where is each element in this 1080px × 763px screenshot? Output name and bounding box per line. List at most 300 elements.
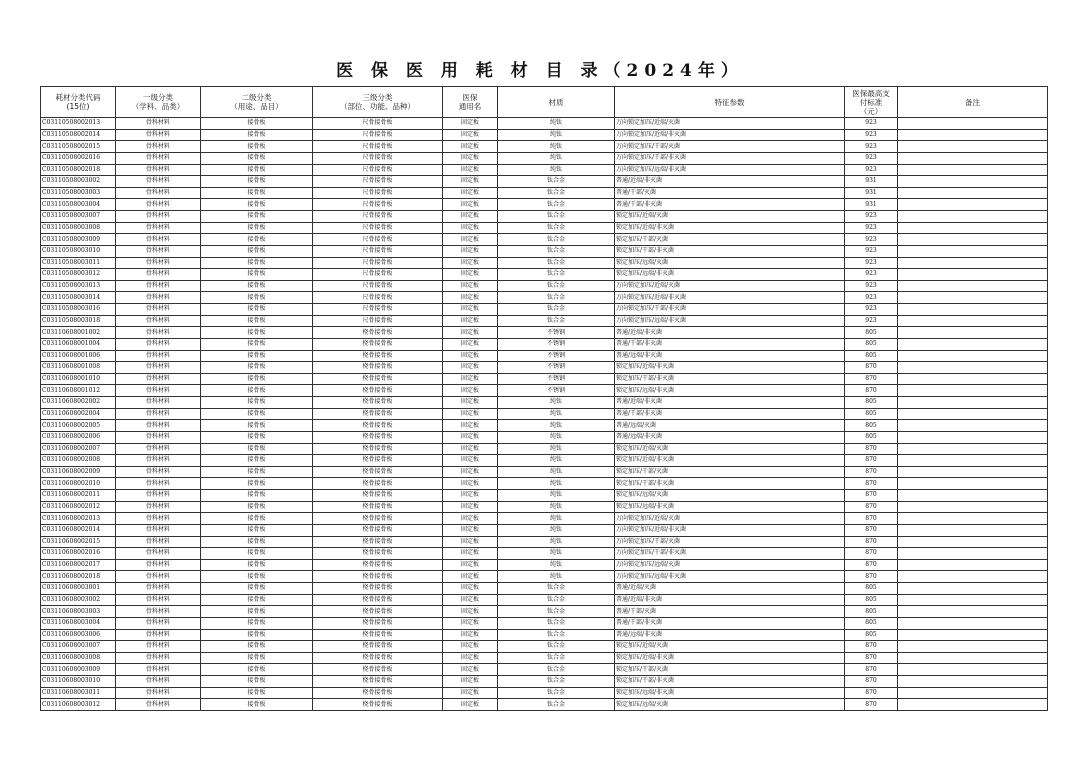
cell-code: C03110508003018	[41, 315, 116, 327]
cell-features: 万向锁定加压/近端/灭菌	[615, 280, 845, 292]
cell-level1: 骨科材料	[116, 385, 201, 397]
cell-remark	[898, 245, 1048, 257]
cell-remark	[898, 338, 1048, 350]
cell-remark	[898, 443, 1048, 455]
cell-generic-name: 固定板	[443, 466, 498, 478]
cell-material: 钛合金	[498, 176, 615, 188]
cell-code: C03110508003008	[41, 222, 116, 234]
cell-level3: 桡骨接骨板	[313, 443, 443, 455]
cell-remark	[898, 466, 1048, 478]
cell-generic-name: 固定板	[443, 629, 498, 641]
cell-remark	[898, 431, 1048, 443]
cell-material: 纯钛	[498, 431, 615, 443]
cell-material: 纯钛	[498, 397, 615, 409]
cell-generic-name: 固定板	[443, 199, 498, 211]
cell-remark	[898, 397, 1048, 409]
cell-remark	[898, 327, 1048, 339]
cell-level1: 骨科材料	[116, 524, 201, 536]
cell-max-price: 923	[845, 164, 898, 176]
cell-features: 普通/远端/灭菌	[615, 420, 845, 432]
cell-level1: 骨科材料	[116, 222, 201, 234]
cell-generic-name: 固定板	[443, 420, 498, 432]
table-row	[41, 152, 1048, 164]
cell-level1: 骨科材料	[116, 257, 201, 269]
cell-level2: 接骨板	[201, 664, 313, 676]
cell-features: 万向锁定加压/干部/非灭菌	[615, 152, 845, 164]
cell-generic-name: 固定板	[443, 652, 498, 664]
cell-generic-name: 固定板	[443, 211, 498, 223]
cell-material: 钛合金	[498, 199, 615, 211]
cell-features: 锁定加压/近端/非灭菌	[615, 652, 845, 664]
cell-level3: 桡骨接骨板	[313, 571, 443, 583]
table-row	[41, 257, 1048, 269]
cell-generic-name: 固定板	[443, 176, 498, 188]
cell-level3: 桡骨接骨板	[313, 455, 443, 467]
cell-level1: 骨科材料	[116, 280, 201, 292]
cell-features: 锁定加压/远端/灭菌	[615, 699, 845, 711]
table-row	[41, 594, 1048, 606]
cell-level3: 桡骨接骨板	[313, 431, 443, 443]
cell-max-price: 923	[845, 129, 898, 141]
cell-generic-name: 固定板	[443, 257, 498, 269]
cell-remark	[898, 199, 1048, 211]
cell-max-price: 805	[845, 629, 898, 641]
header-level2: 二级分类 （用途、品目）	[201, 87, 313, 118]
cell-material: 不锈钢	[498, 350, 615, 362]
cell-features: 普通/干部/非灭菌	[615, 408, 845, 420]
cell-code: C03110608002007	[41, 443, 116, 455]
cell-level1: 骨科材料	[116, 431, 201, 443]
table-row	[41, 455, 1048, 467]
cell-level2: 接骨板	[201, 141, 313, 153]
cell-level2: 接骨板	[201, 617, 313, 629]
cell-level3: 桡骨接骨板	[313, 536, 443, 548]
cell-level3: 桡骨接骨板	[313, 466, 443, 478]
cell-level3: 桡骨接骨板	[313, 501, 443, 513]
cell-material: 纯钛	[498, 524, 615, 536]
cell-max-price: 870	[845, 373, 898, 385]
cell-max-price: 870	[845, 641, 898, 653]
cell-remark	[898, 257, 1048, 269]
header-row	[41, 87, 1048, 118]
cell-level1: 骨科材料	[116, 478, 201, 490]
table-row	[41, 315, 1048, 327]
cell-level2: 接骨板	[201, 466, 313, 478]
cell-level1: 骨科材料	[116, 548, 201, 560]
cell-material: 钛合金	[498, 269, 615, 281]
cell-level1: 骨科材料	[116, 187, 201, 199]
cell-level2: 接骨板	[201, 199, 313, 211]
cell-features: 万向锁定加压/远端/非灭菌	[615, 315, 845, 327]
cell-level3: 桡骨接骨板	[313, 490, 443, 502]
table-row	[41, 129, 1048, 141]
cell-generic-name: 固定板	[443, 548, 498, 560]
cell-code: C03110608002015	[41, 536, 116, 548]
cell-remark	[898, 211, 1048, 223]
cell-level1: 骨科材料	[116, 292, 201, 304]
cell-level1: 骨科材料	[116, 559, 201, 571]
cell-generic-name: 固定板	[443, 373, 498, 385]
header-level3: 三级分类 （部位、功能、品种）	[313, 87, 443, 118]
cell-code: C03110608001006	[41, 350, 116, 362]
cell-code: C03110608001012	[41, 385, 116, 397]
cell-features: 普通/干部/灭菌	[615, 606, 845, 618]
cell-generic-name: 固定板	[443, 594, 498, 606]
cell-level2: 接骨板	[201, 338, 313, 350]
cell-max-price: 805	[845, 431, 898, 443]
cell-material: 纯钛	[498, 164, 615, 176]
cell-level3: 尺骨接骨板	[313, 118, 443, 130]
cell-features: 锁定加压/近端/非灭菌	[615, 222, 845, 234]
cell-features: 锁定加压/近端/灭菌	[615, 641, 845, 653]
cell-level3: 桡骨接骨板	[313, 617, 443, 629]
cell-level1: 骨科材料	[116, 211, 201, 223]
cell-max-price: 870	[845, 687, 898, 699]
cell-level2: 接骨板	[201, 490, 313, 502]
cell-level2: 接骨板	[201, 257, 313, 269]
cell-features: 锁定加压/近端/非灭菌	[615, 455, 845, 467]
cell-code: C03110508002016	[41, 152, 116, 164]
cell-features: 普通/近端/非灭菌	[615, 594, 845, 606]
cell-level1: 骨科材料	[116, 397, 201, 409]
cell-generic-name: 固定板	[443, 222, 498, 234]
cell-material: 纯钛	[498, 141, 615, 153]
cell-max-price: 870	[845, 385, 898, 397]
cell-level2: 接骨板	[201, 187, 313, 199]
cell-level3: 桡骨接骨板	[313, 583, 443, 595]
cell-level1: 骨科材料	[116, 129, 201, 141]
cell-max-price: 870	[845, 490, 898, 502]
header-features: 特征参数	[615, 87, 845, 118]
cell-level1: 骨科材料	[116, 164, 201, 176]
cell-max-price: 870	[845, 513, 898, 525]
cell-remark	[898, 664, 1048, 676]
cell-features: 万向锁定加压/近端/非灭菌	[615, 524, 845, 536]
cell-level1: 骨科材料	[116, 338, 201, 350]
cell-level3: 桡骨接骨板	[313, 664, 443, 676]
cell-material: 纯钛	[498, 548, 615, 560]
cell-code: C03110508002014	[41, 129, 116, 141]
cell-remark	[898, 315, 1048, 327]
cell-generic-name: 固定板	[443, 292, 498, 304]
header-material: 材质	[498, 87, 615, 118]
cell-generic-name: 固定板	[443, 571, 498, 583]
cell-level3: 桡骨接骨板	[313, 350, 443, 362]
cell-level2: 接骨板	[201, 304, 313, 316]
cell-material: 钛合金	[498, 629, 615, 641]
cell-features: 万向锁定加压/干部/灭菌	[615, 141, 845, 153]
cell-code: C03110508003009	[41, 234, 116, 246]
table-row	[41, 373, 1048, 385]
cell-generic-name: 固定板	[443, 152, 498, 164]
cell-features: 普通/远端/非灭菌	[615, 350, 845, 362]
cell-remark	[898, 269, 1048, 281]
cell-features: 万向锁定加压/近端/灭菌	[615, 513, 845, 525]
cell-code: C03110608003010	[41, 676, 116, 688]
cell-level2: 接骨板	[201, 559, 313, 571]
cell-remark	[898, 420, 1048, 432]
cell-material: 纯钛	[498, 513, 615, 525]
cell-level2: 接骨板	[201, 443, 313, 455]
cell-code: C03110508002018	[41, 164, 116, 176]
cell-level1: 骨科材料	[116, 466, 201, 478]
table-row	[41, 211, 1048, 223]
cell-code: C03110508003013	[41, 280, 116, 292]
cell-code: C03110608002008	[41, 455, 116, 467]
table-row	[41, 176, 1048, 188]
cell-max-price: 805	[845, 350, 898, 362]
cell-code: C03110608003012	[41, 699, 116, 711]
cell-max-price: 923	[845, 269, 898, 281]
cell-remark	[898, 536, 1048, 548]
cell-code: C03110608002016	[41, 548, 116, 560]
cell-level2: 接骨板	[201, 152, 313, 164]
cell-features: 锁定加压/干部/非灭菌	[615, 245, 845, 257]
cell-level2: 接骨板	[201, 327, 313, 339]
cell-code: C03110608003004	[41, 617, 116, 629]
cell-code: C03110508002013	[41, 118, 116, 130]
cell-code: C03110608002012	[41, 501, 116, 513]
cell-generic-name: 固定板	[443, 118, 498, 130]
table-row	[41, 327, 1048, 339]
cell-max-price: 805	[845, 327, 898, 339]
table-row	[41, 664, 1048, 676]
cell-remark	[898, 234, 1048, 246]
cell-material: 纯钛	[498, 571, 615, 583]
cell-remark	[898, 652, 1048, 664]
cell-material: 钛合金	[498, 664, 615, 676]
cell-code: C03110608002006	[41, 431, 116, 443]
cell-level2: 接骨板	[201, 269, 313, 281]
cell-level1: 骨科材料	[116, 304, 201, 316]
cell-material: 纯钛	[498, 559, 615, 571]
cell-level1: 骨科材料	[116, 141, 201, 153]
cell-material: 钛合金	[498, 606, 615, 618]
cell-level1: 骨科材料	[116, 234, 201, 246]
cell-max-price: 805	[845, 594, 898, 606]
cell-level3: 桡骨接骨板	[313, 338, 443, 350]
cell-generic-name: 固定板	[443, 501, 498, 513]
cell-material: 钛合金	[498, 222, 615, 234]
cell-remark	[898, 187, 1048, 199]
cell-remark	[898, 304, 1048, 316]
cell-max-price: 870	[845, 699, 898, 711]
cell-material: 纯钛	[498, 129, 615, 141]
cell-generic-name: 固定板	[443, 234, 498, 246]
cell-code: C03110608003001	[41, 583, 116, 595]
cell-code: C03110508003007	[41, 211, 116, 223]
cell-level1: 骨科材料	[116, 536, 201, 548]
cell-features: 锁定加压/干部/非灭菌	[615, 373, 845, 385]
cell-remark	[898, 617, 1048, 629]
cell-max-price: 870	[845, 571, 898, 583]
cell-remark	[898, 292, 1048, 304]
cell-level2: 接骨板	[201, 641, 313, 653]
cell-level3: 桡骨接骨板	[313, 397, 443, 409]
table-row	[41, 490, 1048, 502]
cell-code: C03110608003003	[41, 606, 116, 618]
table-row	[41, 571, 1048, 583]
cell-max-price: 870	[845, 455, 898, 467]
cell-level1: 骨科材料	[116, 513, 201, 525]
cell-code: C03110508003004	[41, 199, 116, 211]
cell-features: 锁定加压/干部/非灭菌	[615, 676, 845, 688]
cell-material: 纯钛	[498, 152, 615, 164]
cell-level2: 接骨板	[201, 652, 313, 664]
cell-generic-name: 固定板	[443, 338, 498, 350]
cell-max-price: 931	[845, 176, 898, 188]
cell-level2: 接骨板	[201, 385, 313, 397]
cell-remark	[898, 373, 1048, 385]
cell-max-price: 870	[845, 676, 898, 688]
cell-features: 锁定加压/远端/非灭菌	[615, 687, 845, 699]
cell-material: 钛合金	[498, 617, 615, 629]
cell-generic-name: 固定板	[443, 269, 498, 281]
table-row	[41, 199, 1048, 211]
cell-level3: 尺骨接骨板	[313, 211, 443, 223]
cell-level2: 接骨板	[201, 676, 313, 688]
cell-code: C03110608001008	[41, 362, 116, 374]
cell-level1: 骨科材料	[116, 408, 201, 420]
cell-max-price: 923	[845, 211, 898, 223]
cell-generic-name: 固定板	[443, 187, 498, 199]
cell-features: 万向锁定加压/干部/非灭菌	[615, 548, 845, 560]
cell-level2: 接骨板	[201, 594, 313, 606]
cell-level2: 接骨板	[201, 571, 313, 583]
cell-max-price: 870	[845, 362, 898, 374]
cell-generic-name: 固定板	[443, 699, 498, 711]
table-row	[41, 234, 1048, 246]
cell-generic-name: 固定板	[443, 315, 498, 327]
cell-features: 普通/干部/非灭菌	[615, 338, 845, 350]
cell-remark	[898, 129, 1048, 141]
cell-code: C03110508003014	[41, 292, 116, 304]
table-row	[41, 118, 1048, 130]
header-level1: 一级分类 （学科、品类）	[116, 87, 201, 118]
cell-level2: 接骨板	[201, 420, 313, 432]
cell-generic-name: 固定板	[443, 536, 498, 548]
cell-generic-name: 固定板	[443, 431, 498, 443]
cell-code: C03110608002017	[41, 559, 116, 571]
cell-code: C03110508003003	[41, 187, 116, 199]
cell-max-price: 805	[845, 338, 898, 350]
cell-features: 锁定加压/远端/非灭菌	[615, 501, 845, 513]
table-row	[41, 222, 1048, 234]
cell-material: 纯钛	[498, 478, 615, 490]
cell-max-price: 870	[845, 501, 898, 513]
cell-remark	[898, 594, 1048, 606]
cell-level2: 接骨板	[201, 245, 313, 257]
cell-generic-name: 固定板	[443, 583, 498, 595]
cell-material: 钛合金	[498, 583, 615, 595]
cell-level3: 尺骨接骨板	[313, 257, 443, 269]
cell-generic-name: 固定板	[443, 559, 498, 571]
cell-max-price: 923	[845, 222, 898, 234]
cell-material: 钛合金	[498, 234, 615, 246]
cell-max-price: 923	[845, 118, 898, 130]
cell-remark	[898, 350, 1048, 362]
table-row	[41, 687, 1048, 699]
table-row	[41, 362, 1048, 374]
cell-code: C03110608003008	[41, 652, 116, 664]
cell-level2: 接骨板	[201, 478, 313, 490]
cell-generic-name: 固定板	[443, 687, 498, 699]
cell-level1: 骨科材料	[116, 362, 201, 374]
cell-level1: 骨科材料	[116, 571, 201, 583]
cell-generic-name: 固定板	[443, 304, 498, 316]
cell-code: C03110508003016	[41, 304, 116, 316]
cell-level1: 骨科材料	[116, 315, 201, 327]
cell-code: C03110608002005	[41, 420, 116, 432]
cell-max-price: 923	[845, 141, 898, 153]
cell-level3: 尺骨接骨板	[313, 269, 443, 281]
table-row	[41, 641, 1048, 653]
cell-remark	[898, 524, 1048, 536]
table-row	[41, 617, 1048, 629]
cell-level2: 接骨板	[201, 524, 313, 536]
cell-remark	[898, 385, 1048, 397]
header-max-price: 医保最高支 付标准 （元）	[845, 87, 898, 118]
cell-level1: 骨科材料	[116, 676, 201, 688]
table-row	[41, 629, 1048, 641]
page-title: 医 保 医 用 耗 材 目 录（2024年）	[336, 61, 744, 81]
cell-generic-name: 固定板	[443, 164, 498, 176]
table-body	[41, 118, 1048, 711]
cell-remark	[898, 164, 1048, 176]
cell-max-price: 931	[845, 199, 898, 211]
cell-level2: 接骨板	[201, 513, 313, 525]
cell-remark	[898, 118, 1048, 130]
cell-code: C03110608001010	[41, 373, 116, 385]
table-row	[41, 559, 1048, 571]
cell-remark	[898, 478, 1048, 490]
cell-max-price: 923	[845, 280, 898, 292]
cell-level3: 尺骨接骨板	[313, 222, 443, 234]
cell-remark	[898, 687, 1048, 699]
cell-code: C03110608002010	[41, 478, 116, 490]
cell-remark	[898, 141, 1048, 153]
cell-features: 锁定加压/干部/灭菌	[615, 234, 845, 246]
cell-level3: 尺骨接骨板	[313, 129, 443, 141]
cell-level2: 接骨板	[201, 129, 313, 141]
cell-level1: 骨科材料	[116, 350, 201, 362]
cell-level3: 桡骨接骨板	[313, 548, 443, 560]
table-row	[41, 269, 1048, 281]
cell-max-price: 805	[845, 408, 898, 420]
header-code: 耗材分类代码 (15位)	[41, 87, 116, 118]
cell-code: C03110608002013	[41, 513, 116, 525]
cell-level3: 桡骨接骨板	[313, 676, 443, 688]
cell-max-price: 870	[845, 548, 898, 560]
table-row	[41, 699, 1048, 711]
cell-features: 锁定加压/近端/灭菌	[615, 443, 845, 455]
cell-material: 钛合金	[498, 315, 615, 327]
cell-generic-name: 固定板	[443, 478, 498, 490]
cell-level3: 桡骨接骨板	[313, 559, 443, 571]
cell-level3: 桡骨接骨板	[313, 513, 443, 525]
cell-level3: 桡骨接骨板	[313, 652, 443, 664]
table-row	[41, 431, 1048, 443]
cell-level2: 接骨板	[201, 373, 313, 385]
cell-level2: 接骨板	[201, 629, 313, 641]
cell-max-price: 923	[845, 234, 898, 246]
cell-level3: 尺骨接骨板	[313, 187, 443, 199]
cell-remark	[898, 629, 1048, 641]
cell-features: 万向锁定加压/远端/非灭菌	[615, 164, 845, 176]
cell-features: 普通/干部/非灭菌	[615, 199, 845, 211]
cell-features: 普通/远端/非灭菌	[615, 629, 845, 641]
cell-level2: 接骨板	[201, 222, 313, 234]
